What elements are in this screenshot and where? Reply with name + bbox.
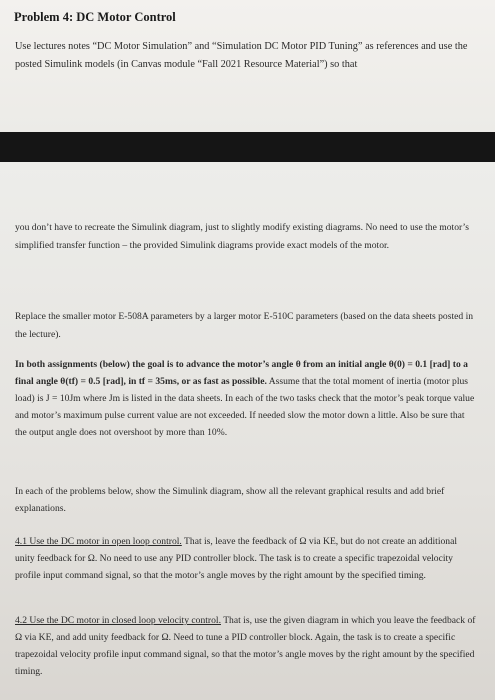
- replace-motor-paragraph: Replace the smaller motor E-508A parameters by a larger motor E-510C parameters (based on the data sheets posted in the lecture).: [15, 311, 474, 340]
- task-4-2-paragraph: [15, 612, 477, 680]
- task-4-2-body: That is, use the given diagram in which you leave the feedback of Ω via KE, and add unity feedback for Ω. Need to tune a PID controller block. Again, the task is to create a specific trapezoidal velocity profile input command signal, so that the motor’s angle moves by the right amount by the specified timing.: [15, 615, 476, 677]
- task-4-2-heading: 4.2 Use the DC motor in closed loop velocity control.: [15, 615, 221, 626]
- goal-rest-text: Assume that the total moment of inertia (motor plus load) is J = 10Jm where Jm is listed in the data sheets. In each of the two tasks check that the motor’s peak torque value and motor’s maximum pulse current value are not exceeded. If needed slow the motor down a little. Also be sure that the output angle does not overshoot by more than 10%.: [15, 376, 475, 438]
- task-4-1-paragraph: [15, 533, 477, 584]
- intro-paragraph: Use lectures notes “DC Motor Simulation” and “Simulation DC Motor PID Tuning” as references and use the posted Simulink models (in Canvas module “Fall 2021 Resource Material”) so that: [15, 41, 468, 70]
- problem-title: Problem 4: DC Motor Control: [14, 10, 176, 24]
- task-4-1-heading: 4.1 Use the DC motor in open loop control.: [15, 536, 182, 547]
- task-4-1-body: That is, leave the feedback of Ω via KE, but do not create an additional unity feedback for Ω. No need to use any PID controller block. The task is to create a specific trapezoidal velocity profile input command signal, so that the motor’s angle moves by the right amount by the specified timing.: [15, 536, 458, 581]
- continuation-paragraph: you don’t have to recreate the Simulink diagram, just to slightly modify existing diagrams. No need to use the motor’s simplified transfer function – the provided Simulink diagrams provide exact models of the motor.: [15, 222, 469, 251]
- show-results-paragraph: In each of the problems below, show the Simulink diagram, show all the relevant graphical results and add brief explanations.: [15, 486, 445, 514]
- page-fold-shadow: [0, 132, 495, 162]
- goal-bold-text: In both assignments (below) the goal is to advance the motor’s angle θ from an initial angle θ(0) = 0.1 [rad] to a final angle θ(tf) = 0.5 [rad], in tf = 35ms, or as fast as possible.: [15, 359, 468, 387]
- goal-paragraph: [15, 356, 477, 441]
